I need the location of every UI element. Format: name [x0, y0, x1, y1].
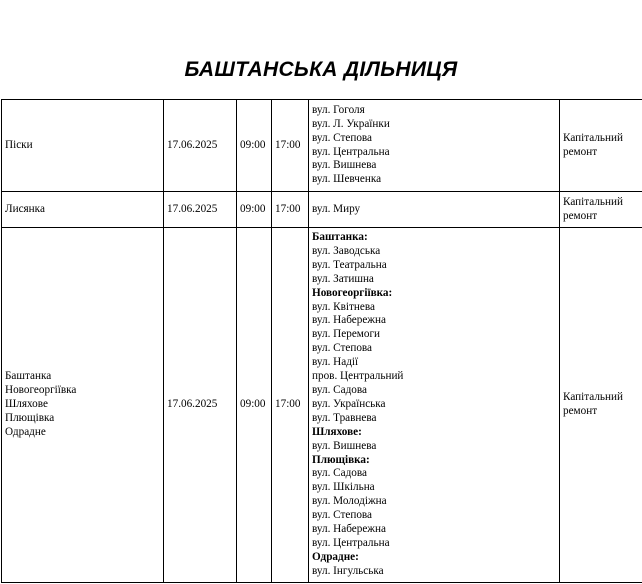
time-to-cell: 17:00 — [272, 192, 309, 228]
street-name: вул. Центральна — [312, 145, 390, 158]
date-cell: 17.06.2025 — [164, 100, 237, 192]
street-name: вул. Миру — [312, 202, 361, 215]
settlement-heading: Шляхове: — [312, 425, 362, 438]
settlement-heading: Баштанка: — [312, 231, 368, 243]
street-name: вул. Степова — [312, 509, 373, 522]
street-name: вул. Степова — [312, 342, 373, 355]
settlement-name: Баштанка — [5, 370, 52, 383]
street-name: вул. Шкільна — [312, 481, 375, 494]
street-name: вул. Вишнева — [312, 159, 377, 172]
table-row — [2, 100, 642, 192]
street-name: вул. Надії — [312, 356, 359, 369]
work-type-cell: Капітальний ремонт — [560, 192, 642, 228]
streets-cell — [309, 100, 560, 192]
settlement-heading: Одрадне: — [312, 550, 359, 563]
street-name: вул. Центральна — [312, 536, 390, 549]
street-name: вул. Степова — [312, 131, 373, 144]
settlement-name: Одрадне — [5, 425, 46, 438]
streets-cell — [309, 192, 560, 228]
time-from-cell: 09:00 — [237, 228, 272, 583]
street-name: вул. Набережна — [312, 523, 386, 536]
street-name: вул. Затишна — [312, 272, 374, 285]
street-name: вул. Інгульська — [312, 564, 384, 577]
settlements-cell — [2, 192, 164, 228]
outage-schedule-table — [1, 99, 642, 583]
street-name: вул. Набережна — [312, 314, 386, 327]
schedule-body — [2, 100, 642, 583]
time-from-cell: 09:00 — [237, 100, 272, 192]
street-name: вул. Шевченка — [312, 173, 382, 186]
street-name: вул. Театральна — [312, 258, 387, 271]
streets-cell — [309, 228, 560, 583]
street-name: вул. Заводська — [312, 244, 381, 257]
settlement-name: Новогеоргіївка — [5, 383, 77, 396]
street-name: вул. Перемоги — [312, 328, 381, 341]
settlement-name: Шляхове — [5, 397, 48, 410]
street-name: вул. Садова — [312, 467, 367, 480]
date-cell: 17.06.2025 — [164, 192, 237, 228]
work-type-cell: Капітальний ремонт — [560, 228, 642, 583]
street-name: вул. Квітнева — [312, 300, 375, 313]
settlements-cell — [2, 100, 164, 192]
time-from-cell: 09:00 — [237, 192, 272, 228]
settlements-cell — [2, 228, 164, 583]
date-cell: 17.06.2025 — [164, 228, 237, 583]
street-name: вул. Молодіжна — [312, 495, 387, 508]
street-name: вул. Гоголя — [312, 103, 365, 116]
time-to-cell: 17:00 — [272, 228, 309, 583]
settlement-heading: Новогеоргіївка: — [312, 286, 393, 299]
settlement-name: Лисянка — [5, 202, 45, 215]
table-row — [2, 192, 642, 228]
street-name: вул. Садова — [312, 383, 367, 396]
settlement-name: Плющівка — [5, 411, 55, 424]
settlement-name: Піски — [5, 138, 33, 151]
work-type-cell: Капітальний ремонт — [560, 100, 642, 192]
street-name: вул. Вишнева — [312, 439, 377, 452]
table-row — [2, 228, 642, 583]
street-name: вул. Л. Українки — [312, 117, 390, 130]
time-to-cell: 17:00 — [272, 100, 309, 192]
page-title: БАШТАНСЬКА ДІЛЬНИЦЯ — [184, 58, 458, 81]
settlement-heading: Плющівка: — [312, 453, 370, 466]
street-name: пров. Центральний — [312, 370, 404, 383]
street-name: вул. Травнева — [312, 411, 377, 424]
street-name: вул. Українська — [312, 397, 386, 410]
